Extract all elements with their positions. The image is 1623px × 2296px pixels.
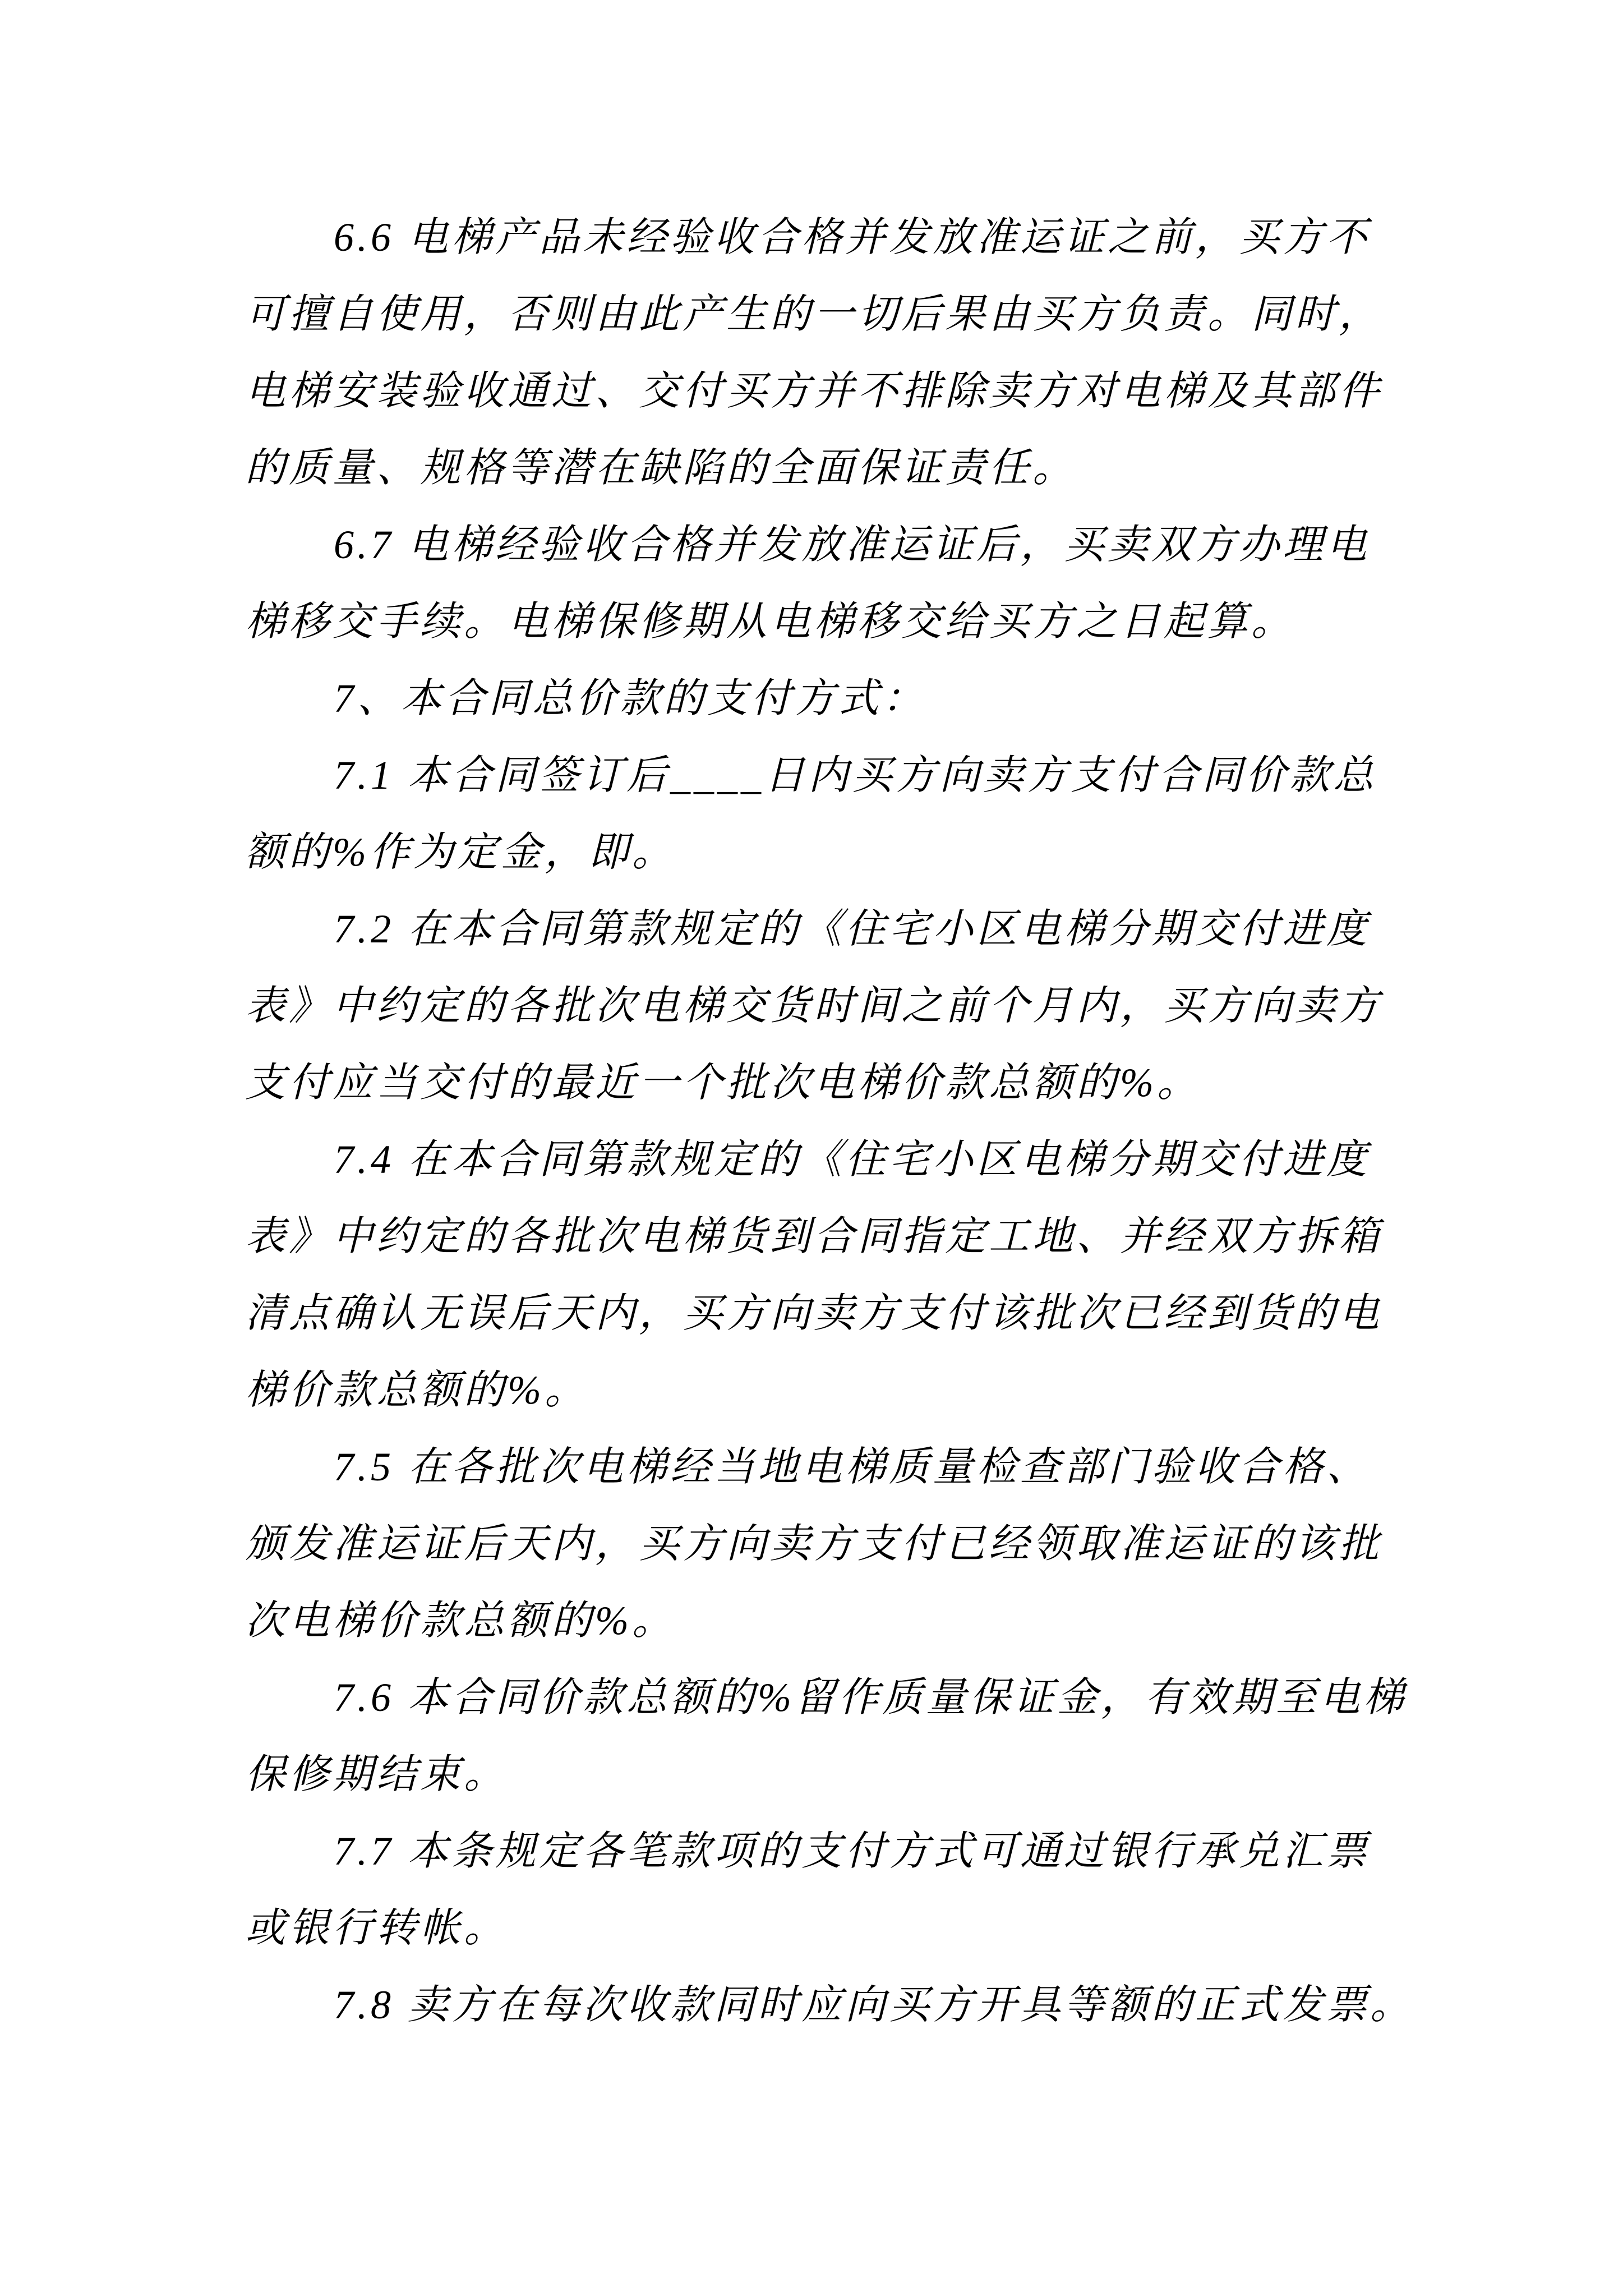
text-line-clause-7-5: 7.5 在各批次电梯经当地电梯质量检查部门验收合格、 <box>334 1444 1371 1489</box>
text-line: 额的%作为定金，即。 <box>245 830 676 875</box>
text-line-clause-7-2: 7.2 在本合同第款规定的《住宅小区电梯分期交付进度 <box>334 907 1371 951</box>
text-line: 支付应当交付的最近一个批次电梯价款总额的%。 <box>245 1060 1201 1105</box>
text-line: 的质量、规格等潜在缺陷的全面保证责任。 <box>245 445 1077 490</box>
text-line: 可擅自使用，否则由此产生的一切后果由买方负责。同时， <box>245 292 1383 337</box>
text-line: 表》中约定的各批次电梯交货时间之前个月内，买方向卖方 <box>245 983 1383 1028</box>
text-line-clause-6-7: 6.7 电梯经验收合格并发放准运证后，买卖双方办理电 <box>334 522 1371 567</box>
contract-text <box>245 199 1414 2044</box>
text-line-clause-7-7: 7.7 本条规定各笔款项的支付方式可通过银行承兑汇票 <box>334 1829 1371 1874</box>
text-line-clause-7-8: 7.8 卖方在每次收款同时应向买方开具等额的正式发票。 <box>334 1982 1414 2027</box>
text-line: 梯移交手续。电梯保修期从电梯移交给买方之日起算。 <box>245 599 1295 644</box>
text-line: 颁发准运证后天内，买方向卖方支付已经领取准运证的该批 <box>245 1521 1383 1566</box>
text-line-clause-7: 7、本合同总价款的支付方式： <box>334 676 926 721</box>
text-line: 清点确认无误后天内，买方向卖方支付该批次已经到货的电 <box>245 1291 1383 1336</box>
text-line-clause-6-6: 6.6 电梯产品未经验收合格并发放准运证之前，买方不 <box>334 215 1371 260</box>
text-line: 表》中约定的各批次电梯货到合同指定工地、并经双方拆箱 <box>245 1214 1383 1259</box>
text-line: 梯价款总额的%。 <box>245 1368 588 1412</box>
text-line: 电梯安装验收通过、交付买方并不排除卖方对电梯及其部件 <box>245 369 1383 413</box>
text-line-clause-7-1: 7.1 本合同签订后____日内买方向卖方支付合同价款总 <box>334 753 1377 798</box>
text-line: 次电梯价款总额的%。 <box>245 1598 676 1643</box>
text-line-clause-7-6: 7.6 本合同价款总额的%留作质量保证金，有效期至电梯 <box>334 1675 1407 1720</box>
text-line: 或银行转帐。 <box>245 1906 508 1950</box>
text-line-clause-7-4: 7.4 在本合同第款规定的《住宅小区电梯分期交付进度 <box>334 1137 1371 1182</box>
text-line: 保修期结束。 <box>245 1752 508 1797</box>
